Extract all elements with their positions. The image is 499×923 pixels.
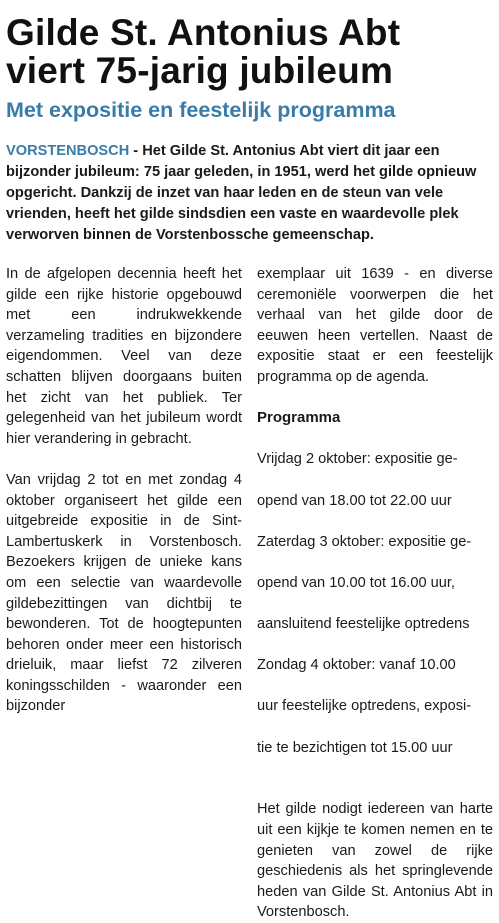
body-paragraph-1: In de afgelopen decennia heeft het gilde een rijke historie opgebouwd met een indrukwekkende verzameling tradities en bijzondere eigendommen. Veel van deze schatten blijven doorgaans buiten het zicht van het publiek. Ter gelegenheid van het jubileum wordt hier verandering in gebracht. [6, 266, 242, 447]
programma-title: Programma [257, 409, 341, 427]
programma-line: Zondag 4 oktober: vanaf 10.00 [257, 657, 456, 674]
headline-line-1: Gilde St. Antonius Abt [6, 12, 401, 53]
programma-line: Vrijdag 2 oktober: expositie ge- [257, 451, 458, 468]
programma-line: opend van 10.00 tot 16.00 uur, [257, 574, 455, 591]
programma-line: tie te bezichtigen tot 15.00 uur [257, 739, 453, 756]
programma-section [257, 408, 493, 758]
lead-text: - Het Gilde St. Antonius Abt viert dit jaar een bijzonder jubileum: 75 jaar geleden, in 1951, werd het gilde opnieuw opgericht. Dankzij de inzet van haar leden en de steun van vele vrienden, heeft het gilde sindsdien een vaste en waardevolle plek verworven binnen de Vorstenbossche gemeenschap. [6, 143, 477, 243]
body-paragraph-4: Het gilde nodigt iedereen van harte uit een kijkje te komen nemen en te genieten van zowel de rijke geschiedenis als het springlevende heden van Gilde St. Antonius Abt in Vorstenbosch. [257, 801, 493, 921]
programma-line: aansluitend feestelijke optredens [257, 616, 470, 633]
column-right [257, 264, 493, 923]
column-left [6, 264, 242, 923]
body-paragraph-3: exemplaar uit 1639 - en diverse ceremoniële voorwerpen die het verhaal van het gilde door de eeuwen heen vertellen. Naast de expositie staat er een feestelijk programma op de agenda. [257, 266, 493, 385]
body-paragraph-2: Van vrijdag 2 tot en met zondag 4 oktober organiseert het gilde een uitgebreide expositie in de Sint-Lambertuskerk in Vorstenbosch. Bezoekers krijgen de unieke kans om een selectie van waardevolle gildebezittingen van dichtbij te bewonderen. Tot de hoogtepunten behoren onder meer een historisch drieluik, maar liefst 72 zilveren koningsschilden - waaronder een bijzonder [6, 471, 242, 715]
paragraph-spacer [257, 779, 493, 800]
body-columns [6, 264, 493, 923]
subheadline: Met expositie en feestelijk programma [6, 98, 396, 122]
programma-line: uur feestelijke optredens, exposi- [257, 698, 472, 715]
lead-paragraph [6, 141, 493, 246]
programma-line: Zaterdag 3 oktober: expositie ge- [257, 533, 472, 550]
programma-line: opend van 18.00 tot 22.00 uur [257, 492, 452, 509]
headline-line-2: viert 75-jarig jubileum [6, 50, 394, 91]
dateline-place: VORSTENBOSCH [6, 143, 130, 159]
headline [6, 14, 493, 90]
